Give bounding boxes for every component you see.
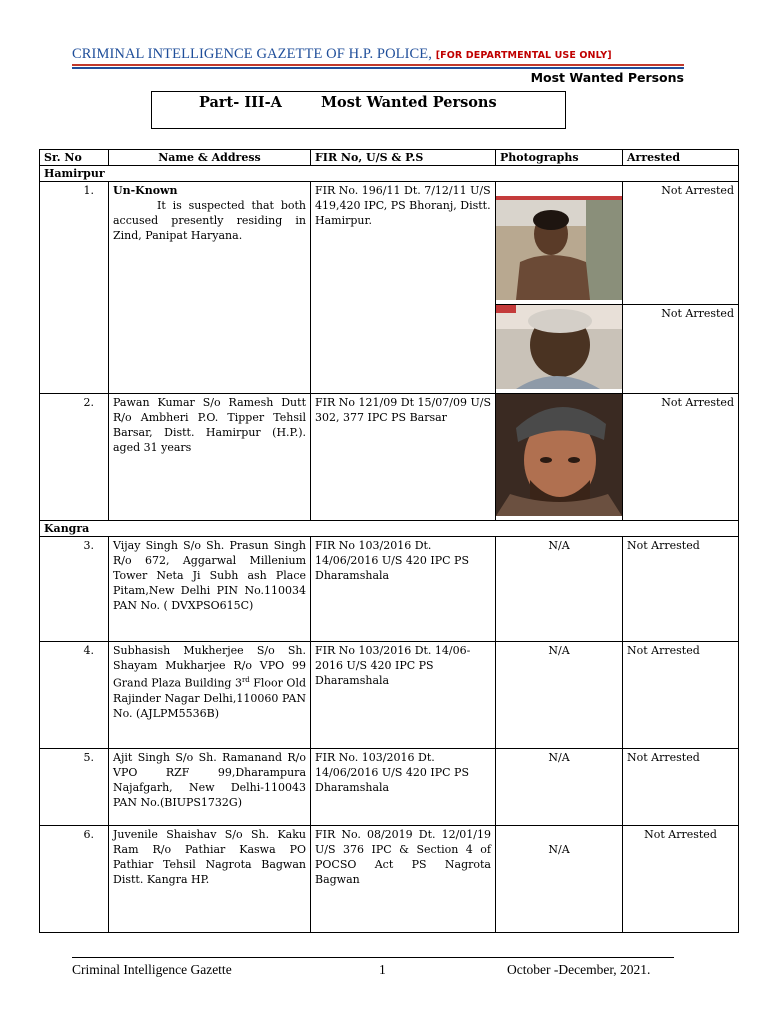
fir-details: FIR No. 103/2016 Dt. 14/06/2016 U/S 420 IPC PS Dharamshala	[311, 749, 496, 826]
sr-no: 3.	[40, 537, 109, 642]
arrest-status: Not Arrested	[623, 826, 739, 933]
sr-no: 4.	[40, 642, 109, 749]
footer-rule	[72, 957, 674, 958]
name-text: It is suspected that both accused presently residing in Zind, Panipat Haryana.	[113, 199, 306, 242]
suspect-photo-3	[496, 394, 622, 516]
gazette-title: CRIMINAL INTELLIGENCE GAZETTE OF H.P. POLICE,	[72, 46, 432, 62]
col-sr-no: Sr. No	[40, 150, 109, 166]
fir-details: FIR No. 196/11 Dt. 7/12/11 U/S 419,420 IPC, PS Bhoranj, Distt. Hamirpur.	[311, 182, 496, 394]
table-row	[40, 749, 739, 826]
suspect-photo-1	[496, 182, 622, 300]
name-address	[109, 642, 311, 749]
fir-details: FIR No. 08/2019 Dt. 12/01/19 U/S 376 IPC & Section 4 of POCSO Act PS Nagrota Bagwan	[311, 826, 496, 933]
district-hamirpur: Hamirpur	[40, 166, 739, 182]
ordinal-suffix: rd	[241, 676, 250, 684]
sr-no: 2.	[40, 394, 109, 521]
district-row	[40, 166, 739, 182]
table-row	[40, 182, 739, 305]
arrest-status	[623, 305, 739, 394]
section-heading: Most Wanted Persons	[530, 70, 684, 85]
photo-na: N/A	[496, 749, 623, 826]
table-row	[40, 394, 739, 521]
name-text: Floor Old Rajinder Nagar Delhi,110060 PAN No. (AJLPM5536B)	[113, 676, 307, 720]
arrest-status: Not Arrested	[623, 642, 739, 749]
col-arrested: Arrested	[623, 150, 739, 166]
page-title: Most Wanted Persons	[321, 94, 497, 111]
header-rule-blue	[72, 67, 684, 69]
arrest-status	[623, 182, 739, 305]
table-row	[40, 537, 739, 642]
page-title-box	[151, 91, 566, 129]
table-row	[40, 642, 739, 749]
photo-na: N/A	[496, 642, 623, 749]
page-number: 1	[379, 962, 386, 977]
restriction-note: [FOR DEPARTMENTAL USE ONLY]	[435, 50, 612, 61]
arrest-status-text: Not Arrested	[661, 396, 734, 409]
arrest-status-text: Not Arrested	[661, 184, 734, 197]
fir-details: FIR No 103/2016 Dt. 14/06/2016 U/S 420 IPC PS Dharamshala	[311, 537, 496, 642]
sr-no: 1.	[40, 182, 109, 394]
name-bold: Un-Known	[113, 184, 178, 197]
col-photographs: Photographs	[496, 150, 623, 166]
wanted-persons-table	[39, 149, 739, 933]
suspect-photo-2	[496, 305, 622, 389]
arrest-status-text: Not Arrested	[661, 307, 734, 320]
name-address: Vijay Singh S/o Sh. Prasun Singh R/o 672, Aggarwal Millenium Tower Neta Ji Subh ash Place Pitam,New Delhi PIN No.110034 PAN No. ( DVXPSO615C)	[109, 537, 311, 642]
fir-details: FIR No 121/09 Dt 15/07/09 U/S 302, 377 IPC PS Barsar	[311, 394, 496, 521]
part-label: Part- III-A	[199, 94, 282, 111]
gazette-header	[72, 46, 612, 63]
table-row	[40, 826, 739, 933]
name-address: Ajit Singh S/o Sh. Ramanand R/o VPO RZF 99,Dharampura Najafgarh, New Delhi-110043 PAN No.(BIUPS1732G)	[109, 749, 311, 826]
photo-cell	[496, 394, 623, 521]
district-row	[40, 521, 739, 537]
col-name-address: Name & Address	[109, 150, 311, 166]
table-header-row	[40, 150, 739, 166]
photo-na: N/A	[496, 826, 623, 933]
name-address: Pawan Kumar S/o Ramesh Dutt R/o Ambheri P.O. Tipper Tehsil Barsar, Distt. Hamirpur (H.P.). aged 31 years	[109, 394, 311, 521]
sr-no: 5.	[40, 749, 109, 826]
fir-details: FIR No 103/2016 Dt. 14/06-2016 U/S 420 IPC PS Dharamshala	[311, 642, 496, 749]
header-rule-red	[72, 64, 684, 66]
arrest-status: Not Arrested	[623, 537, 739, 642]
footer-gazette: Criminal Intelligence Gazette	[72, 962, 232, 977]
footer-period: October -December, 2021.	[507, 962, 651, 977]
sr-no: 6.	[40, 826, 109, 933]
name-address: Juvenile Shaishav S/o Sh. Kaku Ram R/o Pathiar Kaswa PO Pathiar Tehsil Nagrota Bagwan Distt. Kangra HP.	[109, 826, 311, 933]
name-text: Subhasish Mukherjee S/o Sh. Shayam Mukharjee R/o VPO 99 Grand Plaza Building 3	[113, 644, 306, 690]
arrest-status: Not Arrested	[623, 749, 739, 826]
photo-cell	[496, 305, 623, 394]
photo-na: N/A	[496, 537, 623, 642]
arrest-status	[623, 394, 739, 521]
col-fir: FIR No, U/S & P.S	[311, 150, 496, 166]
photo-cell	[496, 182, 623, 305]
name-address	[109, 182, 311, 394]
district-kangra: Kangra	[40, 521, 739, 537]
